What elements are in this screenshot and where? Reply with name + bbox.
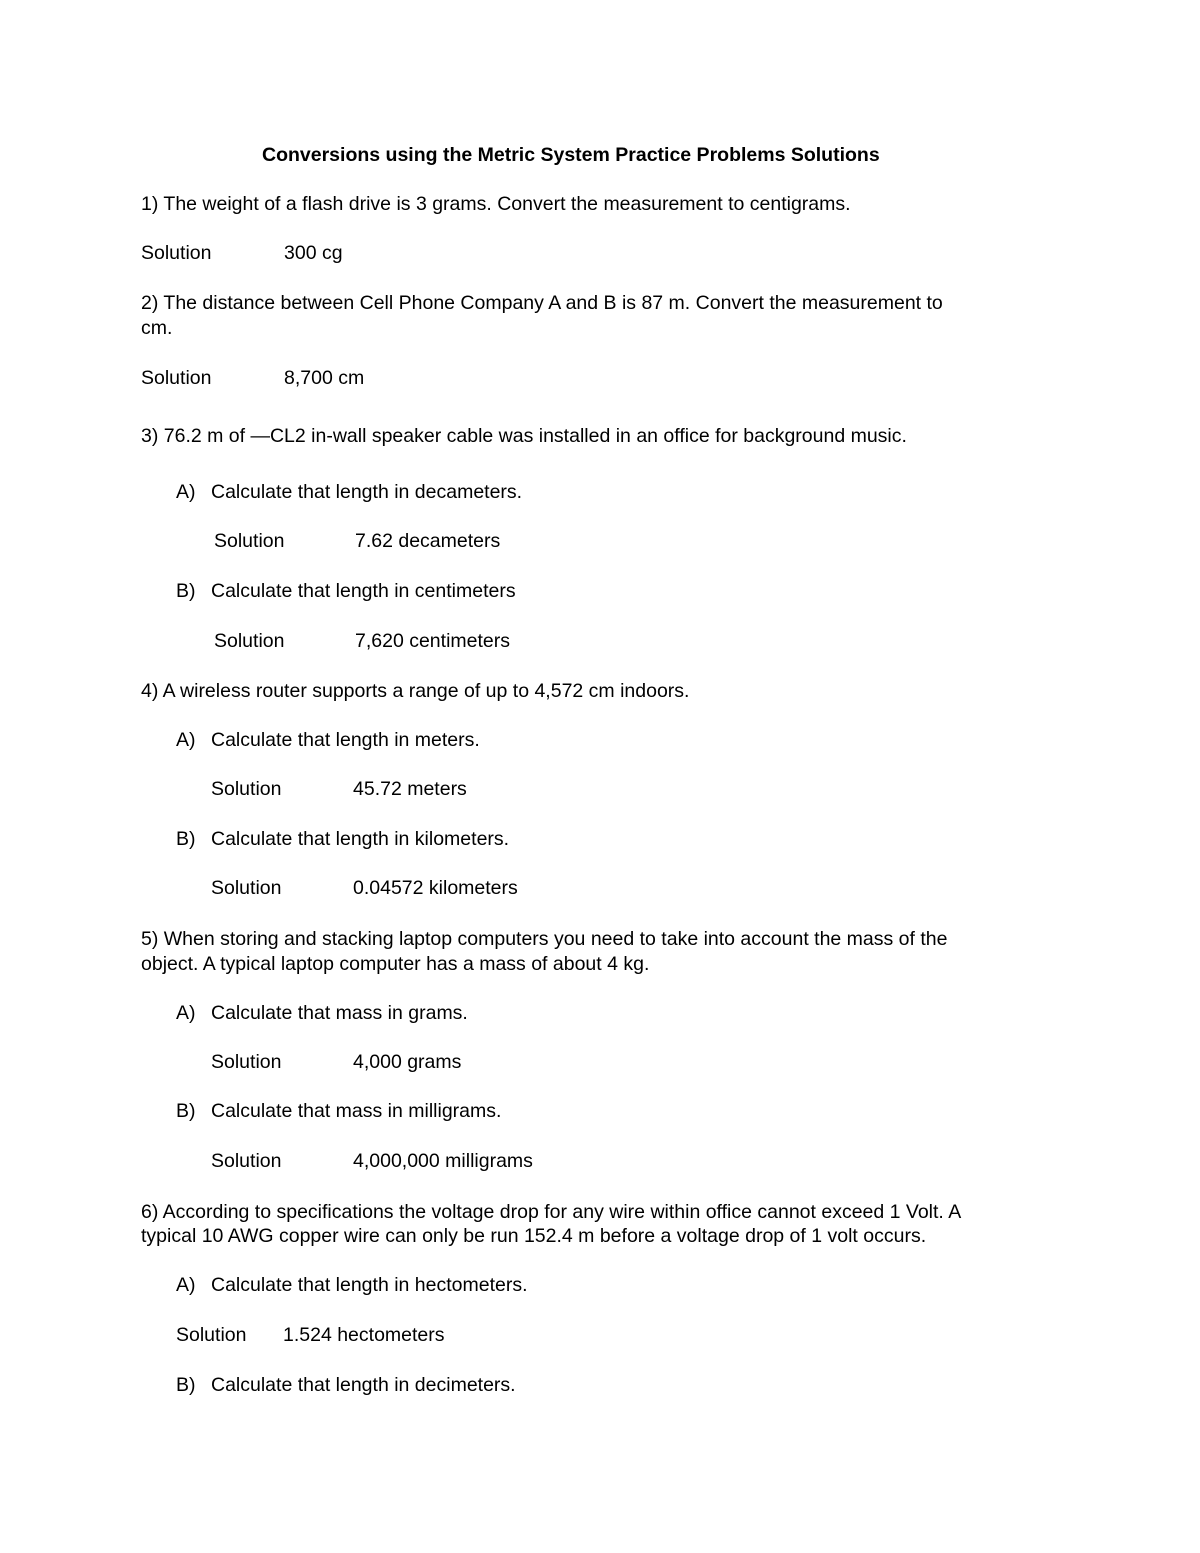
question-3b-solution [214,628,510,654]
question-3b [176,578,516,604]
solution-value: 0.04572 kilometers [353,877,518,899]
solution-label: Solution [141,367,212,389]
part-text: Calculate that mass in milligrams. [211,1100,502,1122]
solution-value: 7,620 centimeters [355,630,511,652]
part-label: A) [176,1002,196,1024]
question-5a [176,1000,468,1026]
question-4-text: 4) A wireless router supports a range of up to 4,572 cm indoors. [141,680,690,702]
question-3a-solution [214,528,500,554]
part-label: A) [176,481,196,503]
part-label: B) [176,828,196,850]
part-label: B) [176,580,196,602]
part-label: B) [176,1374,196,1396]
question-5b [176,1098,501,1124]
question-6-text-line-1: 6) According to specifications the voltage drop for any wire within office cannot exceed 1 Volt. A [141,1201,962,1223]
question-2-solution [141,365,364,391]
question-5a-solution [211,1049,461,1075]
solution-label: Solution [176,1324,247,1346]
solution-label: Solution [211,778,282,800]
question-6a [176,1272,528,1298]
solution-label: Solution [211,1051,282,1073]
part-label: B) [176,1100,196,1122]
solution-label: Solution [141,242,212,264]
part-label: A) [176,1274,196,1296]
question-5-text-line-2: object. A typical laptop computer has a mass of about 4 kg. [141,953,650,975]
solution-value: 4,000 grams [353,1051,462,1073]
part-text: Calculate that length in kilometers. [211,828,510,850]
question-2-text-line-1: 2) The distance between Cell Phone Company A and B is 87 m. Convert the measurement to [141,292,943,314]
solution-label: Solution [214,530,285,552]
question-4b [176,826,509,852]
solution-value: 7.62 decameters [355,530,501,552]
question-1-solution [141,240,343,266]
question-4a [176,727,480,753]
solution-value: 45.72 meters [353,778,467,800]
question-5-text-line-1: 5) When storing and stacking laptop computers you need to take into account the mass of the [141,928,948,950]
question-5b-solution [211,1148,533,1174]
part-text: Calculate that length in decimeters. [211,1374,516,1396]
solution-value: 8,700 cm [284,367,365,389]
question-6-text-line-2: typical 10 AWG copper wire can only be run 152.4 m before a voltage drop of 1 volt occurs. [141,1225,927,1247]
part-label: A) [176,729,196,751]
question-3a [176,479,522,505]
part-text: Calculate that length in meters. [211,729,480,751]
part-text: Calculate that length in decameters. [211,481,523,503]
question-2-text-line-2: cm. [141,317,173,339]
question-6a-solution [176,1322,445,1348]
question-1-text: 1) The weight of a flash drive is 3 grams. Convert the measurement to centigrams. [141,193,851,215]
solution-label: Solution [211,1150,282,1172]
part-text: Calculate that length in centimeters [211,580,516,602]
question-4a-solution [211,776,467,802]
page-title: Conversions using the Metric System Practice Problems Solutions [262,144,880,166]
question-6b [176,1372,516,1398]
question-3-text: 3) 76.2 m of —CL2 in-wall speaker cable was installed in an office for background music. [141,425,907,447]
solution-value: 300 cg [284,242,343,264]
part-text: Calculate that length in hectometers. [211,1274,528,1296]
solution-label: Solution [214,630,285,652]
solution-label: Solution [211,877,282,899]
question-4b-solution [211,875,518,901]
solution-value: 4,000,000 milligrams [353,1150,533,1172]
solution-value: 1.524 hectometers [283,1324,445,1346]
part-text: Calculate that mass in grams. [211,1002,468,1024]
